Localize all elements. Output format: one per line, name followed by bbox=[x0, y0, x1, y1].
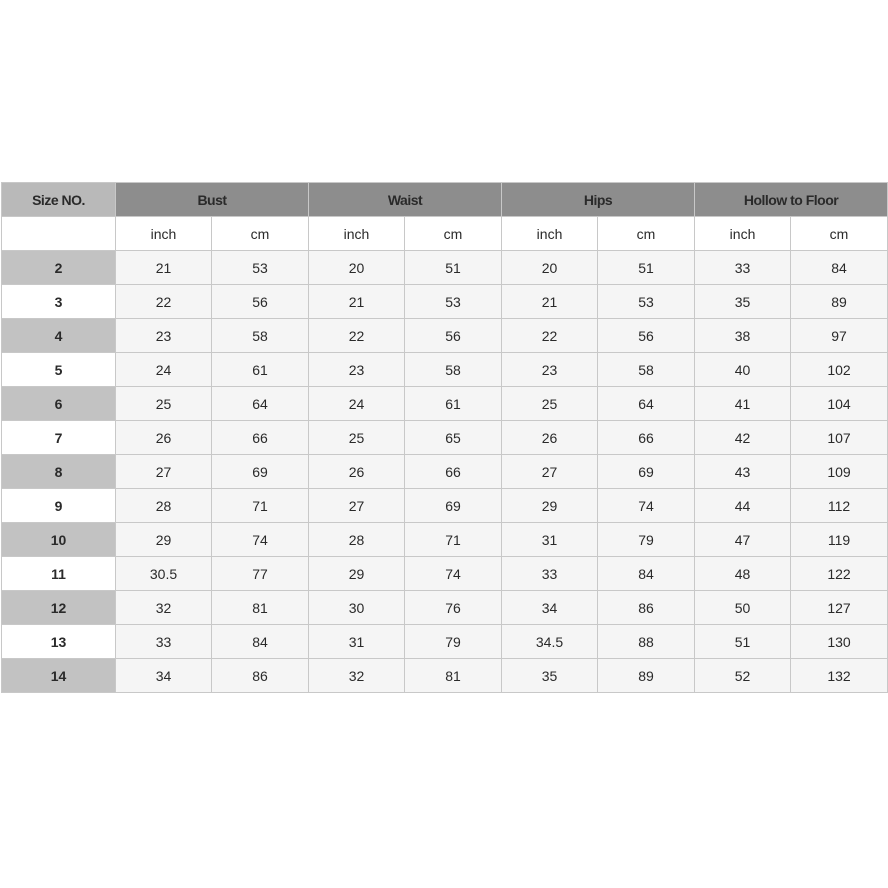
size-no-header: Size NO. bbox=[2, 183, 116, 217]
waist-cm-cell: 81 bbox=[405, 659, 502, 693]
hips-cm-cell: 56 bbox=[598, 319, 695, 353]
size-chart-table bbox=[1, 182, 888, 693]
table-row bbox=[2, 285, 888, 319]
bust-inch-cell: 34 bbox=[116, 659, 212, 693]
table-row bbox=[2, 625, 888, 659]
waist-cm-header: cm bbox=[405, 217, 502, 251]
hips-cm-header: cm bbox=[598, 217, 695, 251]
hips-cm-cell: 66 bbox=[598, 421, 695, 455]
hips-cm-cell: 69 bbox=[598, 455, 695, 489]
hips-cm-cell: 53 bbox=[598, 285, 695, 319]
bust-inch-cell: 25 bbox=[116, 387, 212, 421]
waist-cm-cell: 53 bbox=[405, 285, 502, 319]
size-number-cell: 8 bbox=[2, 455, 116, 489]
hollow-cm-cell: 127 bbox=[791, 591, 888, 625]
hollow-inch-cell: 52 bbox=[695, 659, 791, 693]
waist-cm-cell: 66 bbox=[405, 455, 502, 489]
size-number-cell: 12 bbox=[2, 591, 116, 625]
blank-corner-cell bbox=[2, 217, 116, 251]
bust-cm-cell: 61 bbox=[212, 353, 309, 387]
hollow-to-floor-header: Hollow to Floor bbox=[695, 183, 888, 217]
waist-inch-cell: 26 bbox=[309, 455, 405, 489]
size-number-cell: 14 bbox=[2, 659, 116, 693]
table-row bbox=[2, 489, 888, 523]
hips-inch-header: inch bbox=[502, 217, 598, 251]
waist-cm-cell: 51 bbox=[405, 251, 502, 285]
bust-header: Bust bbox=[116, 183, 309, 217]
bust-inch-cell: 27 bbox=[116, 455, 212, 489]
table-row bbox=[2, 387, 888, 421]
bust-inch-cell: 33 bbox=[116, 625, 212, 659]
table-row bbox=[2, 421, 888, 455]
size-number-cell: 11 bbox=[2, 557, 116, 591]
table-row bbox=[2, 523, 888, 557]
table-row bbox=[2, 251, 888, 285]
bust-inch-cell: 22 bbox=[116, 285, 212, 319]
table-row bbox=[2, 455, 888, 489]
hollow-cm-cell: 84 bbox=[791, 251, 888, 285]
waist-inch-cell: 20 bbox=[309, 251, 405, 285]
waist-inch-cell: 29 bbox=[309, 557, 405, 591]
size-number-cell: 9 bbox=[2, 489, 116, 523]
hollow-inch-header: inch bbox=[695, 217, 791, 251]
bust-cm-cell: 74 bbox=[212, 523, 309, 557]
hips-inch-cell: 34 bbox=[502, 591, 598, 625]
hips-inch-cell: 33 bbox=[502, 557, 598, 591]
table-row bbox=[2, 353, 888, 387]
bust-cm-cell: 56 bbox=[212, 285, 309, 319]
hips-inch-cell: 34.5 bbox=[502, 625, 598, 659]
bust-inch-cell: 21 bbox=[116, 251, 212, 285]
size-number-cell: 5 bbox=[2, 353, 116, 387]
hips-inch-cell: 22 bbox=[502, 319, 598, 353]
waist-inch-cell: 31 bbox=[309, 625, 405, 659]
bust-cm-cell: 71 bbox=[212, 489, 309, 523]
waist-cm-cell: 65 bbox=[405, 421, 502, 455]
hips-inch-cell: 26 bbox=[502, 421, 598, 455]
hips-cm-cell: 79 bbox=[598, 523, 695, 557]
bust-inch-cell: 28 bbox=[116, 489, 212, 523]
hollow-inch-cell: 51 bbox=[695, 625, 791, 659]
hips-inch-cell: 21 bbox=[502, 285, 598, 319]
waist-inch-cell: 32 bbox=[309, 659, 405, 693]
hips-inch-cell: 23 bbox=[502, 353, 598, 387]
bust-cm-cell: 66 bbox=[212, 421, 309, 455]
bust-cm-cell: 69 bbox=[212, 455, 309, 489]
waist-inch-header: inch bbox=[309, 217, 405, 251]
bust-inch-cell: 24 bbox=[116, 353, 212, 387]
waist-inch-cell: 23 bbox=[309, 353, 405, 387]
hollow-cm-cell: 97 bbox=[791, 319, 888, 353]
waist-cm-cell: 58 bbox=[405, 353, 502, 387]
hips-inch-cell: 31 bbox=[502, 523, 598, 557]
hips-inch-cell: 25 bbox=[502, 387, 598, 421]
hollow-cm-cell: 112 bbox=[791, 489, 888, 523]
hips-cm-cell: 89 bbox=[598, 659, 695, 693]
size-number-cell: 3 bbox=[2, 285, 116, 319]
waist-inch-cell: 24 bbox=[309, 387, 405, 421]
table-row bbox=[2, 319, 888, 353]
hips-header: Hips bbox=[502, 183, 695, 217]
bust-inch-header: inch bbox=[116, 217, 212, 251]
hollow-cm-header: cm bbox=[791, 217, 888, 251]
hips-cm-cell: 84 bbox=[598, 557, 695, 591]
hollow-cm-cell: 104 bbox=[791, 387, 888, 421]
waist-inch-cell: 25 bbox=[309, 421, 405, 455]
waist-cm-cell: 61 bbox=[405, 387, 502, 421]
waist-cm-cell: 79 bbox=[405, 625, 502, 659]
waist-cm-cell: 69 bbox=[405, 489, 502, 523]
size-number-cell: 13 bbox=[2, 625, 116, 659]
hips-cm-cell: 86 bbox=[598, 591, 695, 625]
bust-cm-header: cm bbox=[212, 217, 309, 251]
hollow-inch-cell: 48 bbox=[695, 557, 791, 591]
waist-cm-cell: 76 bbox=[405, 591, 502, 625]
hollow-cm-cell: 102 bbox=[791, 353, 888, 387]
waist-inch-cell: 28 bbox=[309, 523, 405, 557]
bust-inch-cell: 23 bbox=[116, 319, 212, 353]
unit-header-row bbox=[2, 217, 888, 251]
hips-inch-cell: 29 bbox=[502, 489, 598, 523]
bust-cm-cell: 84 bbox=[212, 625, 309, 659]
size-number-cell: 7 bbox=[2, 421, 116, 455]
hollow-inch-cell: 40 bbox=[695, 353, 791, 387]
hips-cm-cell: 51 bbox=[598, 251, 695, 285]
hollow-inch-cell: 38 bbox=[695, 319, 791, 353]
table-row bbox=[2, 591, 888, 625]
bust-inch-cell: 29 bbox=[116, 523, 212, 557]
table-body bbox=[2, 183, 888, 693]
waist-header: Waist bbox=[309, 183, 502, 217]
bust-cm-cell: 81 bbox=[212, 591, 309, 625]
size-number-cell: 4 bbox=[2, 319, 116, 353]
table-row bbox=[2, 659, 888, 693]
group-header-row bbox=[2, 183, 888, 217]
hips-cm-cell: 88 bbox=[598, 625, 695, 659]
bust-cm-cell: 53 bbox=[212, 251, 309, 285]
hollow-inch-cell: 41 bbox=[695, 387, 791, 421]
hollow-cm-cell: 89 bbox=[791, 285, 888, 319]
size-number-cell: 10 bbox=[2, 523, 116, 557]
hollow-cm-cell: 132 bbox=[791, 659, 888, 693]
table-row bbox=[2, 557, 888, 591]
hollow-inch-cell: 33 bbox=[695, 251, 791, 285]
hips-cm-cell: 64 bbox=[598, 387, 695, 421]
hollow-cm-cell: 109 bbox=[791, 455, 888, 489]
hollow-inch-cell: 42 bbox=[695, 421, 791, 455]
hollow-cm-cell: 122 bbox=[791, 557, 888, 591]
hips-cm-cell: 74 bbox=[598, 489, 695, 523]
waist-cm-cell: 74 bbox=[405, 557, 502, 591]
hollow-cm-cell: 130 bbox=[791, 625, 888, 659]
size-number-cell: 2 bbox=[2, 251, 116, 285]
bust-cm-cell: 64 bbox=[212, 387, 309, 421]
hips-inch-cell: 20 bbox=[502, 251, 598, 285]
hips-inch-cell: 27 bbox=[502, 455, 598, 489]
hollow-inch-cell: 47 bbox=[695, 523, 791, 557]
waist-cm-cell: 71 bbox=[405, 523, 502, 557]
bust-cm-cell: 58 bbox=[212, 319, 309, 353]
bust-inch-cell: 26 bbox=[116, 421, 212, 455]
waist-inch-cell: 27 bbox=[309, 489, 405, 523]
bust-inch-cell: 32 bbox=[116, 591, 212, 625]
hollow-cm-cell: 107 bbox=[791, 421, 888, 455]
hollow-inch-cell: 43 bbox=[695, 455, 791, 489]
hollow-cm-cell: 119 bbox=[791, 523, 888, 557]
waist-inch-cell: 21 bbox=[309, 285, 405, 319]
hips-cm-cell: 58 bbox=[598, 353, 695, 387]
hollow-inch-cell: 44 bbox=[695, 489, 791, 523]
bust-inch-cell: 30.5 bbox=[116, 557, 212, 591]
hollow-inch-cell: 35 bbox=[695, 285, 791, 319]
hips-inch-cell: 35 bbox=[502, 659, 598, 693]
hollow-inch-cell: 50 bbox=[695, 591, 791, 625]
bust-cm-cell: 86 bbox=[212, 659, 309, 693]
waist-cm-cell: 56 bbox=[405, 319, 502, 353]
waist-inch-cell: 30 bbox=[309, 591, 405, 625]
waist-inch-cell: 22 bbox=[309, 319, 405, 353]
bust-cm-cell: 77 bbox=[212, 557, 309, 591]
size-number-cell: 6 bbox=[2, 387, 116, 421]
